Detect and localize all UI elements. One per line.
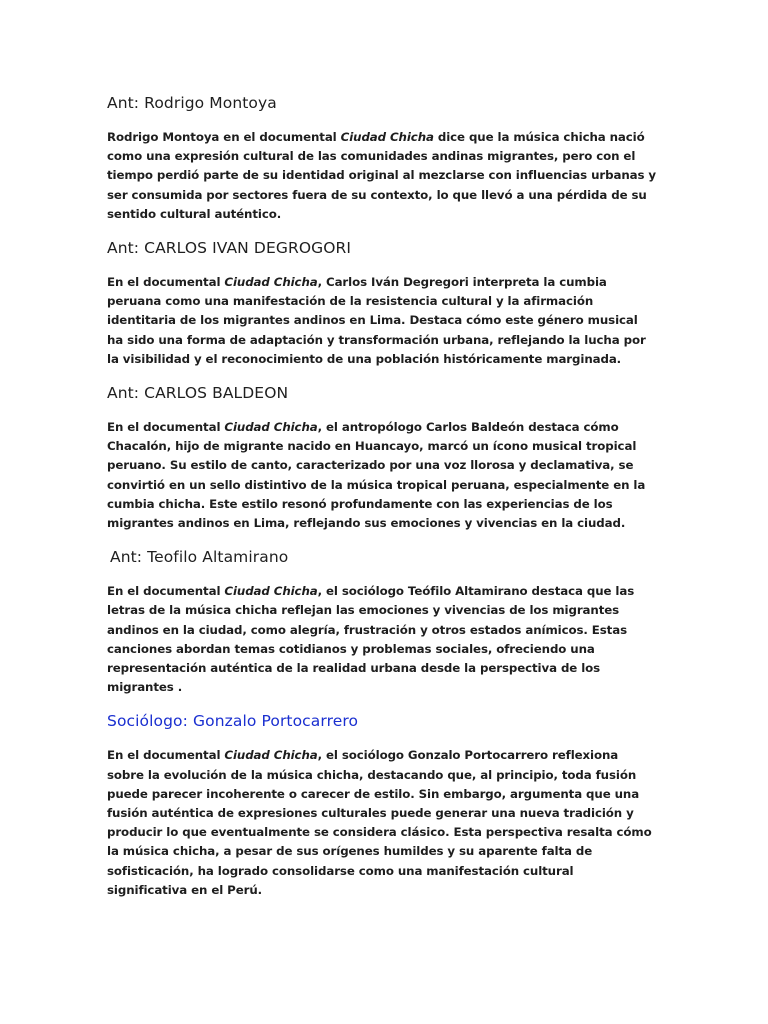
section-paragraph [107,582,657,697]
film-title: Ciudad Chicha [224,584,318,599]
section-altamirano [107,546,657,697]
film-title: Ciudad Chicha [340,130,434,144]
section-heading: Ant: Teofilo Altamirano [110,548,289,567]
paragraph-body: , el sociólogo Teófilo Altamirano destaca que las letras de la música chicha reflejan las emociones y vivencias de los migrantes andinos en la ciudad, como alegría, frustración y otros estados anímicos. Estas canciones abordan temas cotidianos y problemas sociales, ofreciendo una representación auténtica de la realidad urbana desde la perspectiva de los migrantes . [107,584,635,695]
paragraph-lead: Rodrigo Montoya en el documental [107,130,341,144]
film-title: Ciudad Chicha [224,748,318,763]
paragraph-body: , el sociólogo Gonzalo Portocarrero reflexiona sobre la evolución de la música chicha, destacando que, al principio, toda fusión puede parecer incoherente o carecer de estilo. Sin embargo, argumenta que una fusión auténtica de expresiones culturales puede generar una nueva tradición y producir lo que eventualmente se considera clásico. Esta perspectiva resalta cómo la música chicha, a pesar de sus orígenes humildes y su aparente falta de sofisticación, ha logrado consolidarse como una manifestación cultural significativa en el Perú. [107,748,652,897]
section-heading: Sociólogo: Gonzalo Portocarrero [107,712,359,731]
section-paragraph [107,418,657,533]
section-baldeon [107,382,657,533]
paragraph-body: , el antropólogo Carlos Baldeón destaca cómo Chacalón, hijo de migrante nacido en Huancayo, marcó un ícono musical tropical peruano. Su estilo de canto, caracterizado por una voz llorosa y declamativa, se convirtió en un sello distintivo de la música tropical peruana, especialmente en la cumbia chicha. Este estilo resonó profundamente con las experiencias de los migrantes andinos en Lima, reflejando sus emociones y vivencias en la ciudad. [107,420,646,531]
film-title: Ciudad Chicha [224,275,318,290]
paragraph-lead: En el documental [107,420,225,435]
paragraph-lead: En el documental [107,275,225,290]
section-paragraph [107,273,657,369]
section-degregori [107,237,657,369]
section-montoya [107,92,657,224]
paragraph-body: dice que la música chicha nació como una expresión cultural de las comunidades andinas migrantes, pero con el tiempo perdió parte de su identidad original al mezclarse con influencias urbanas y ser consumida por sectores fuera de su contexto, lo que llevó a una pérdida de su sentido cultural auténtico. [107,130,656,221]
document-page [107,92,657,913]
section-heading: Ant: Rodrigo Montoya [107,94,277,112]
section-portocarrero [107,710,657,900]
paragraph-lead: En el documental [107,748,225,763]
paragraph-lead: En el documental [107,584,225,599]
section-paragraph [107,746,657,900]
paragraph-body: , Carlos Iván Degregori interpreta la cumbia peruana como una manifestación de la resistencia cultural y la afirmación identitaria de los migrantes andinos en Lima. Destaca cómo este género musical ha sido una forma de adaptación y transformación urbana, reflejando la lucha por la visibilidad y el reconocimiento de una población históricamente marginada. [107,275,646,366]
section-heading: Ant: CARLOS BALDEON [107,384,289,403]
section-heading: Ant: CARLOS IVAN DEGROGORI [107,239,352,258]
section-paragraph [107,128,657,224]
film-title: Ciudad Chicha [224,420,318,435]
